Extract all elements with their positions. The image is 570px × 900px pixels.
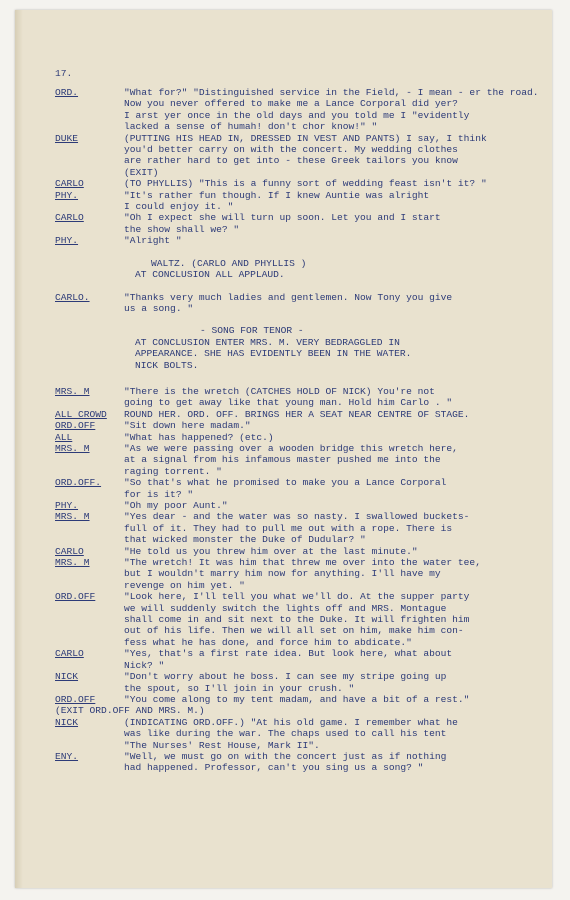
dialogue-line <box>55 477 560 488</box>
speaker-name: CARLO <box>55 212 84 224</box>
line-text: the spout, so I'll join in your crush. " <box>124 682 355 694</box>
line-text: "Well, we must go on with the concert just as if nothing <box>124 750 447 762</box>
line-text: out of his life. Then we will all set on him, make him con- <box>124 625 464 637</box>
line-text: revenge on him yet. " <box>124 579 245 591</box>
dialogue-line <box>55 409 560 420</box>
dialogue-line <box>55 178 560 189</box>
page-number: 17. <box>55 68 73 79</box>
line-text: "Oh my poor Aunt." <box>124 500 228 511</box>
line-text: (INDICATING ORD.OFF.) "At his old game. I remember what he <box>124 716 458 728</box>
speaker-name: ORD.OFF <box>55 591 96 603</box>
line-text: shall come in and sit next to the Duke. It will frighten him <box>124 614 470 626</box>
speaker-name: MRS. M <box>55 442 90 454</box>
dialogue-line <box>55 557 560 568</box>
line-text: "Alright " <box>124 235 182 247</box>
script-content <box>55 68 560 774</box>
speaker-name: ORD. <box>55 87 79 98</box>
stage-direction: NICK BOLTS. <box>135 359 199 371</box>
stage-direction: WALTZ. (CARLO AND PHYLLIS ) <box>151 257 307 269</box>
line-text: (TO PHYLLIS) "This is a funny sort of wedding feast isn't it? " <box>124 178 487 190</box>
line-text: for is it? " <box>124 488 194 500</box>
line-text: "The wretch! It was him that threw me over into the water tee, <box>124 557 481 569</box>
line-text: "Thanks very much ladies and gentlemen. Now Tony you give <box>124 291 453 303</box>
stage-direction: AT CONCLUSION ENTER MRS. M. VERY BEDRAGGLED IN <box>135 336 400 348</box>
dialogue-line <box>55 717 560 728</box>
dialogue-line <box>55 420 560 431</box>
speaker-name: CARLO <box>55 545 84 557</box>
dialogue-line <box>55 671 560 682</box>
line-text: fess what he has done, and force him to abdicate." <box>124 636 412 648</box>
dialogue-line <box>55 212 560 223</box>
dialogue-line <box>55 443 560 454</box>
speaker-name: NICK <box>55 671 79 683</box>
line-text: "Oh I expect she will turn up soon. Let you and I start <box>124 212 441 224</box>
line-text: (PUTTING HIS HEAD IN, DRESSED IN VEST AND PANTS) I say, I think <box>124 132 487 144</box>
dialogue-line <box>55 386 560 397</box>
speaker-name: ORD.OFF <box>55 420 96 432</box>
line-text: "As we were passing over a wooden bridge this wretch here, <box>124 442 458 454</box>
line-text: "The Nurses' Rest House, Mark II". <box>124 739 320 751</box>
line-text: Now you never offered to make me a Lance Corporal did yer? <box>124 98 458 110</box>
line-text: was like during the war. The chaps used to call his tent <box>124 728 447 740</box>
stage-direction: (EXIT ORD.OFF AND MRS. M.) <box>55 705 205 717</box>
dialogue-line <box>55 432 560 443</box>
line-text: are rather hard to get into - these Greek tailors you know <box>124 155 458 167</box>
line-text: lacked a sense of humah! don't chor know!" " <box>124 121 378 133</box>
speaker-name: MRS. M <box>55 557 90 569</box>
line-text: ROUND HER. ORD. OFF. BRINGS HER A SEAT NEAR CENTRE OF STAGE. <box>124 408 470 420</box>
line-text: had happened. Professor, can't you sing us a song? " <box>124 762 424 774</box>
dialogue-line <box>55 190 560 201</box>
dialogue-line <box>55 133 560 144</box>
speaker-name: CARLO. <box>55 291 90 303</box>
line-text: us a song. " <box>124 302 194 314</box>
line-text: "It's rather fun though. If I knew Auntie was alright <box>124 189 430 201</box>
line-text: "What for?" "Distinguished service in the Field, - I mean - er the road. <box>124 87 539 98</box>
stage-direction: APPEARANCE. SHE HAS EVIDENTLY BEEN IN THE WATER. <box>135 348 412 360</box>
dialogue-line <box>55 292 560 303</box>
speaker-name: CARLO <box>55 178 84 190</box>
line-text: "There is the wretch (CATCHES HOLD OF NICK) You're not <box>124 385 435 397</box>
stage-direction: AT CONCLUSION ALL APPLAUD. <box>135 269 285 281</box>
speaker-name: DUKE <box>55 132 79 144</box>
dialogue-line <box>55 546 560 557</box>
speaker-name: ORD.OFF. <box>55 477 102 489</box>
dialogue-line <box>55 87 560 98</box>
stage-direction: - SONG FOR TENOR - <box>200 325 304 337</box>
speaker-name: NICK <box>55 716 79 728</box>
dialogue-line <box>55 98 560 109</box>
line-text: raging torrent. " <box>124 465 222 477</box>
dialogue-line <box>55 591 560 602</box>
line-text: "So that's what he promised to make you a Lance Corporal <box>124 477 447 489</box>
line-text: "Don't worry about he boss. I can see my stripe going up <box>124 671 447 683</box>
dialogue-line <box>55 500 560 511</box>
speaker-name: ALL <box>55 431 73 443</box>
line-text: but I wouldn't marry him now for anything. I'll have my <box>124 568 441 580</box>
speaker-name: PHY. <box>55 189 79 201</box>
line-text: at a signal from his infamous master pushed me into the <box>124 454 441 466</box>
dialogue-line <box>55 511 560 522</box>
line-text: the show shall we? " <box>124 223 240 235</box>
speaker-name: MRS. M <box>55 385 90 397</box>
speaker-name: CARLO <box>55 648 84 660</box>
dialogue-line <box>55 751 560 762</box>
line-text: that wicked monster the Duke of Dudular? " <box>124 534 366 546</box>
typescript-page <box>15 10 552 888</box>
line-text: (EXIT) <box>124 166 159 178</box>
line-text: Nick? " <box>124 659 165 671</box>
line-text: "Sit down here madam." <box>124 420 251 432</box>
line-text: full of it. They had to pull me out with a rope. There is <box>124 522 453 534</box>
speaker-name: PHY. <box>55 235 79 247</box>
speaker-name: PHY. <box>55 500 79 511</box>
line-text: "He told us you threw him over at the last minute." <box>124 545 418 557</box>
line-text: I arst yer once in the old days and you told me I "evidently <box>124 109 470 121</box>
line-text: "You come along to my tent madam, and have a bit of a rest." <box>124 693 470 705</box>
speaker-name: ALL CROWD <box>55 408 107 420</box>
speaker-name: ENY. <box>55 750 79 762</box>
line-text: going to get away like that young man. Hold him Carlo . " <box>124 397 453 409</box>
line-text: "Yes dear - and the water was so nasty. I swallowed buckets- <box>124 511 470 523</box>
speaker-name: MRS. M <box>55 511 90 523</box>
line-text: I could enjoy it. " <box>124 201 234 213</box>
line-text: "What has happened? (etc.) <box>124 431 274 443</box>
line-text: we will suddenly switch the lights off and MRS. Montague <box>124 602 447 614</box>
line-text: "Yes, that's a first rate idea. But look here, what about <box>124 648 453 660</box>
line-text: "Look here, I'll tell you what we'll do. At the supper party <box>124 591 470 603</box>
speaker-name: ORD.OFF <box>55 693 96 705</box>
line-text: you'd better carry on with the concert. My wedding clothes <box>124 144 458 156</box>
dialogue-line <box>55 694 560 705</box>
dialogue-line <box>55 110 560 121</box>
dialogue-line <box>55 235 560 246</box>
dialogue-line <box>55 121 560 132</box>
dialogue-line <box>55 648 560 659</box>
